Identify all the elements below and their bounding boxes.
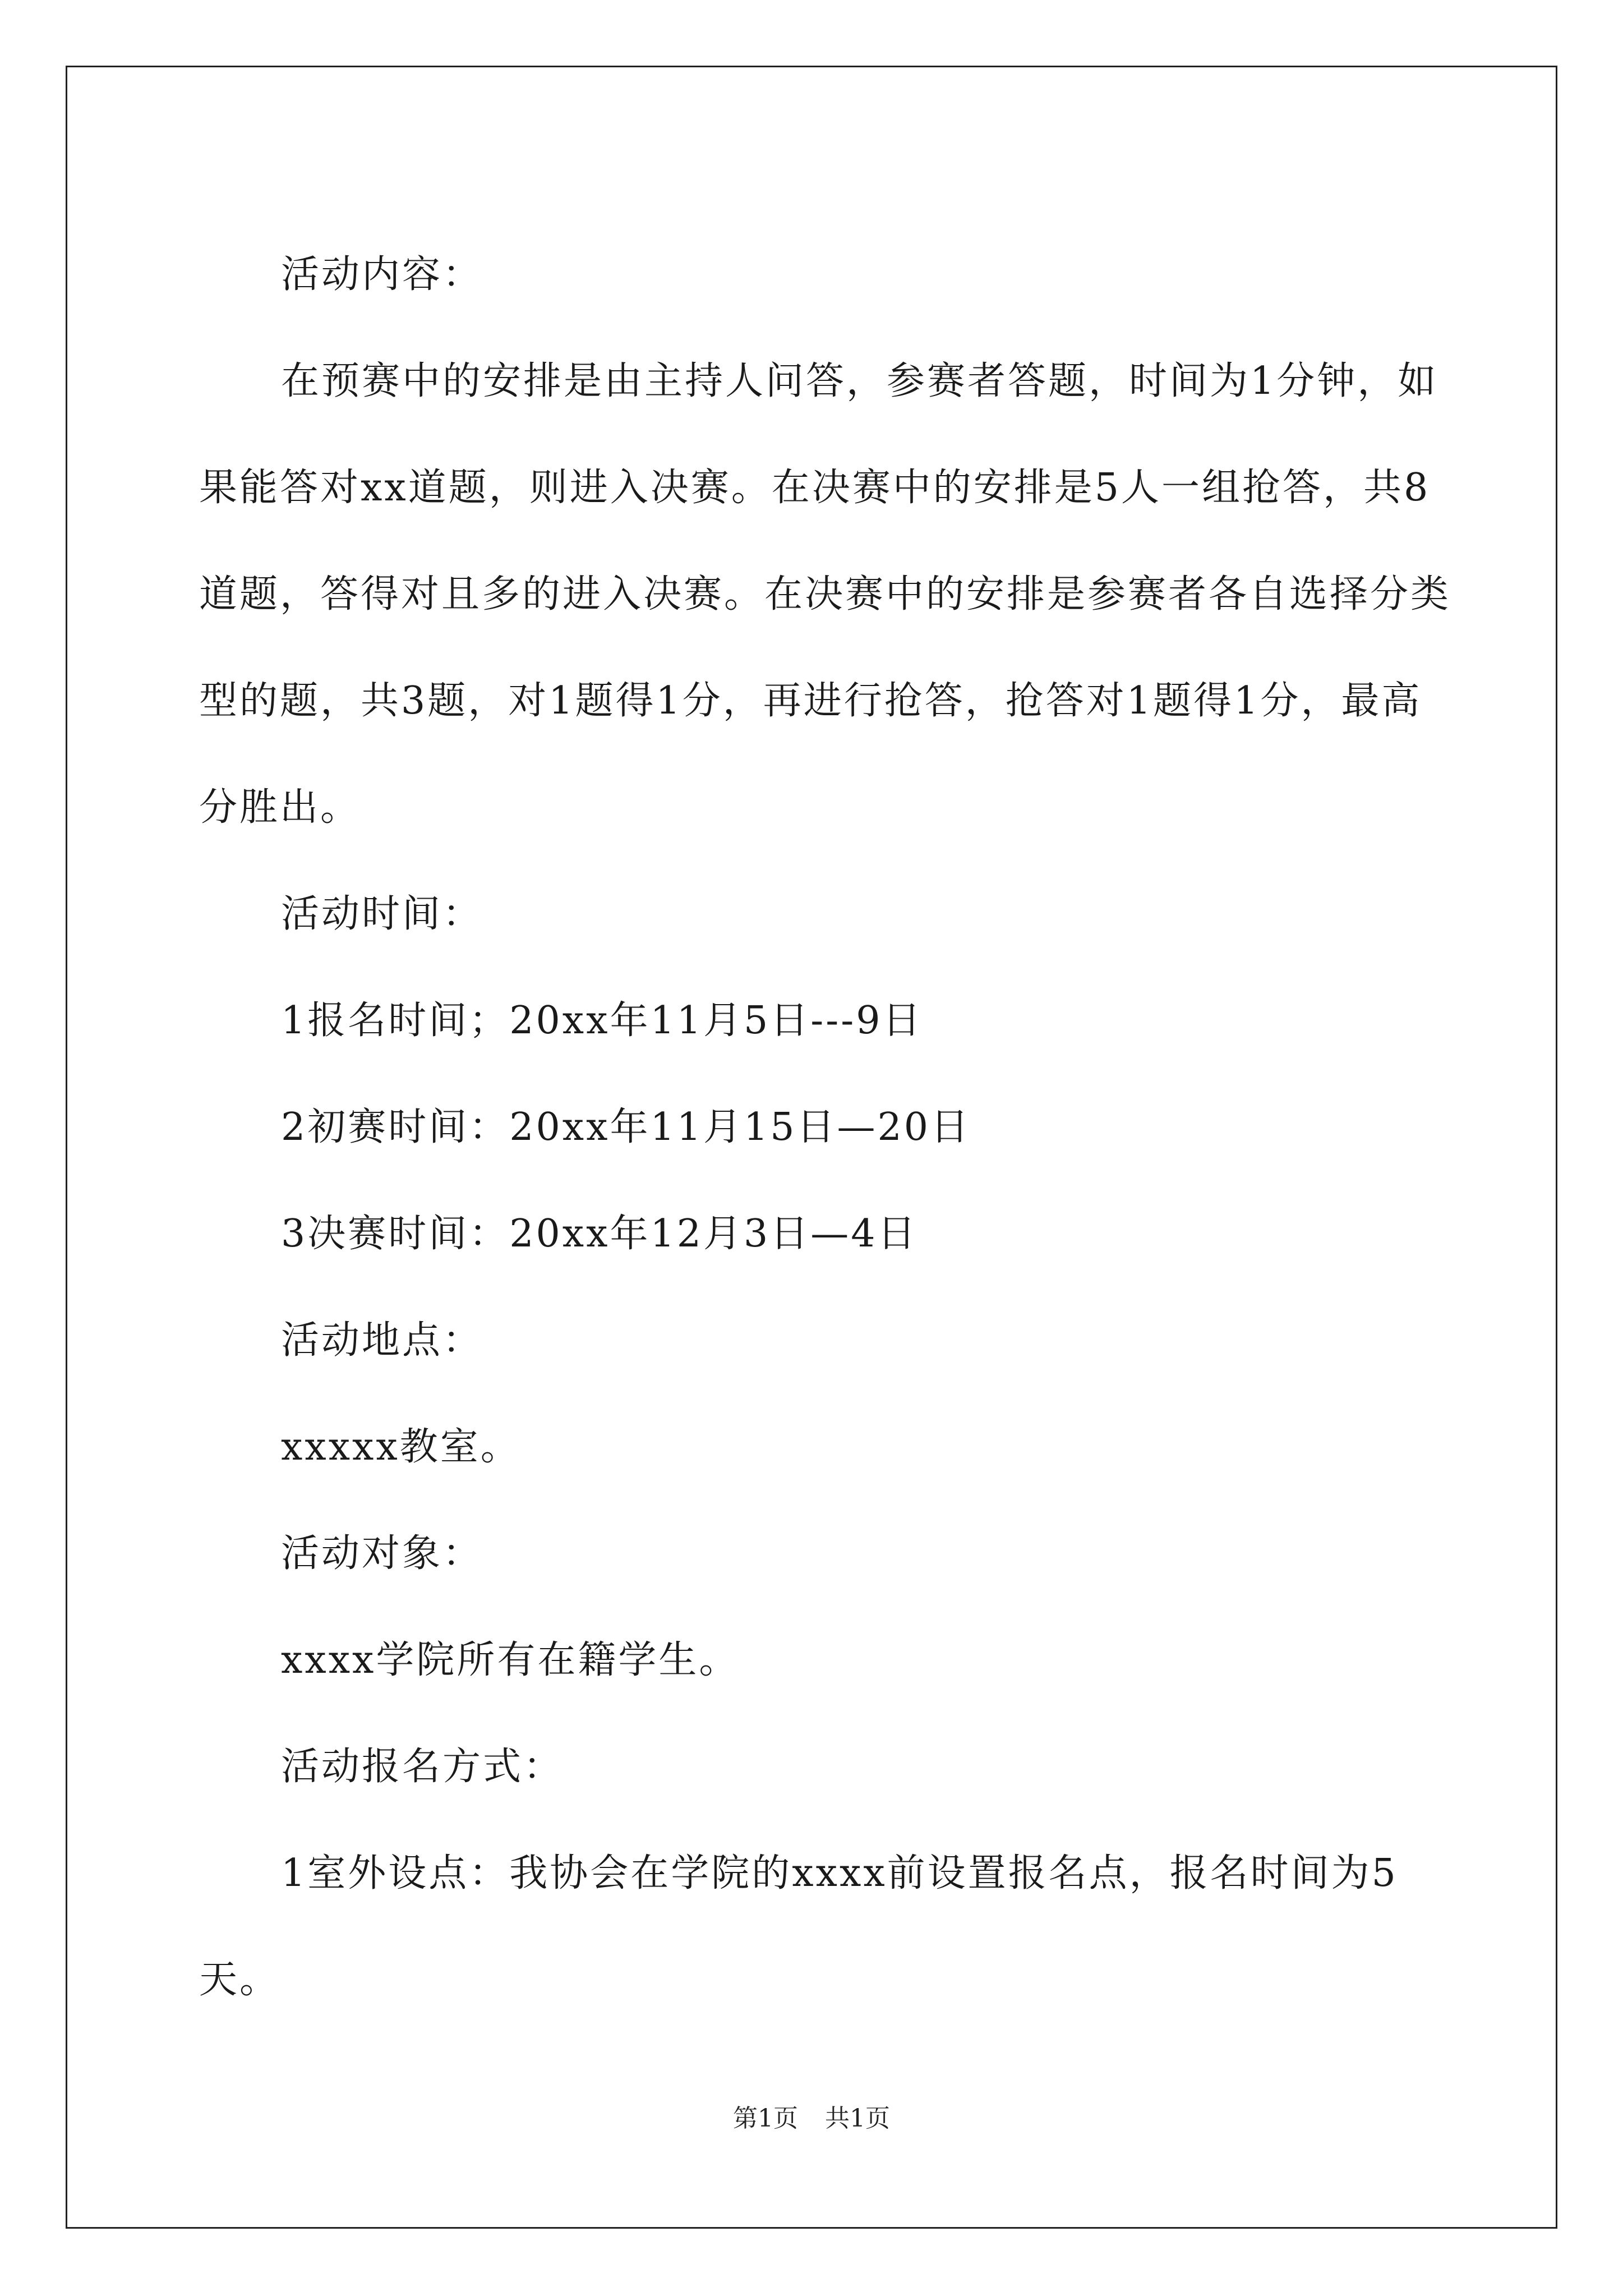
heading-activity-audience: 活动对象： [281, 1531, 483, 1576]
heading-activity-content: 活动内容： [281, 252, 483, 297]
registration-method-text: 1室外设点：我协会在学院的xxxx前设置报名点，报名时间为5天。 [199, 1851, 1398, 2002]
page-number-total: 共1页 [825, 2104, 890, 2133]
registration-time: 1报名时间；20xx年11月5日---9日 [281, 999, 923, 1043]
audience-text: xxxx学院所有在籍学生。 [281, 1638, 740, 1682]
location-text: xxxxx教室。 [281, 1425, 521, 1469]
paragraph-competition-rules: 在预赛中的安排是由主持人问答，参赛者答题，时间为1分钟，如果能答对xx道题，则进入决赛。在决赛中的安排是5人一组抢答，共8道题，答得对且多的进入决赛。在决赛中的安排是参赛者各自选择分类型的题，共3题，对1题得1分，再进行抢答，抢答对1题得1分，最高分胜出。 [199, 359, 1451, 830]
page-number-current: 第1页 [733, 2104, 798, 2133]
heading-registration-method: 活动报名方式： [281, 1745, 564, 1789]
page-footer [0, 2098, 1623, 2134]
heading-activity-location: 活动地点： [281, 1318, 483, 1363]
document-body [199, 222, 1461, 2033]
preliminary-time: 2初赛时间：20xx年11月15日—20日 [281, 1105, 971, 1149]
final-time: 3决赛时间：20xx年12月3日—4日 [281, 1212, 918, 1256]
heading-activity-time: 活动时间： [281, 892, 483, 936]
